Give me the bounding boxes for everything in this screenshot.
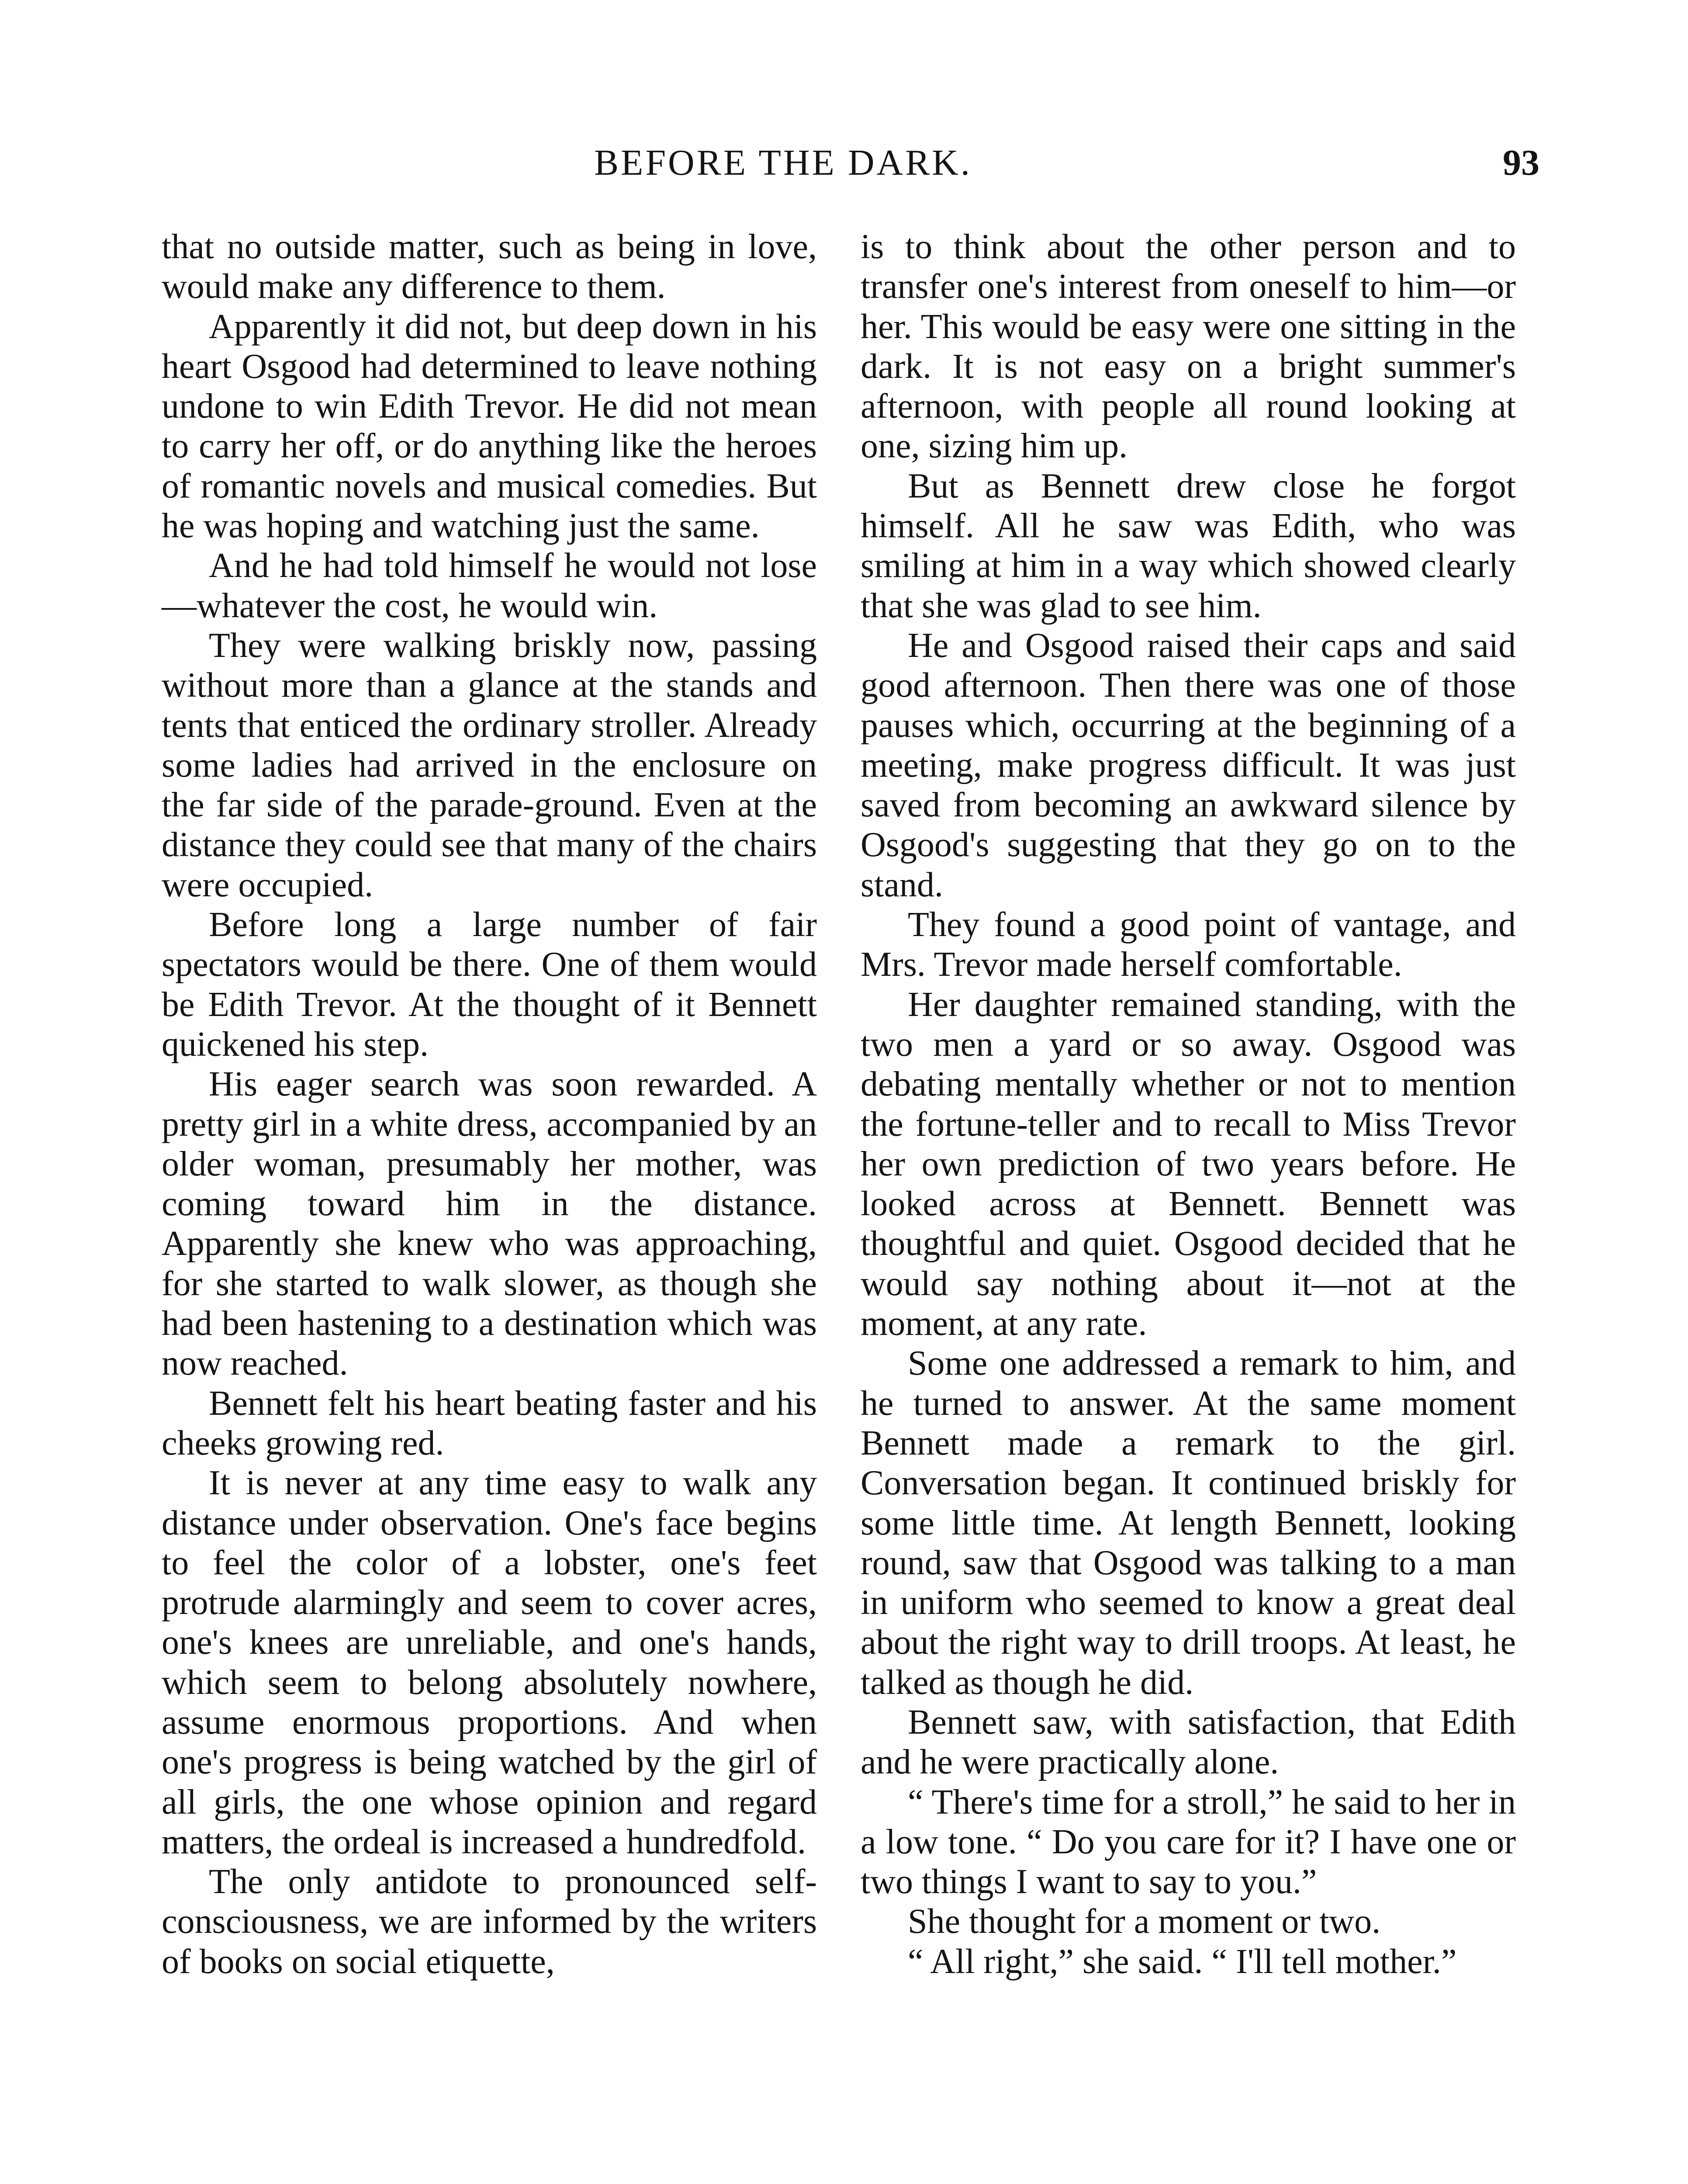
paragraph: Apparently it did not, but deep down in his heart Osgood had determined to leave nothing undone to win Edith Trevor. He did not mean to carry her off, or do anything like the heroes of romantic novels and musical comedies. But he was hoping and watching just the same.: [162, 307, 817, 546]
paragraph: He and Osgood raised their caps and said good afternoon. Then there was one of those pauses which, occurring at the beginning of a meeting, make progress difficult. It was just saved from becoming an awkward silence by Osgood's suggesting that they go on to the stand.: [861, 626, 1516, 904]
paragraph: His eager search was soon rewarded. A pretty girl in a white dress, accompanied by an older woman, presumably her mother, was coming toward him in the distance. Apparently she knew who was approaching, for she started to walk slower, as though she had been hastening to a destination which was now reached.: [162, 1065, 817, 1383]
paragraph: Bennett felt his heart beating faster and his cheeks growing red.: [162, 1384, 817, 1462]
paragraph: “ There's time for a stroll,” he said to her in a low tone. “ Do you care for it? I have one or two things I want to say to you.”: [861, 1783, 1516, 1901]
paragraph: They were walking briskly now, passing without more than a glance at the stands and tents that enticed the ordinary stroller. Already some ladies had arrived in the enclosure on the far side of the parade-ground. Even at the distance they could see that many of the chairs were occupied.: [162, 626, 817, 904]
paragraph: But as Bennett drew close he forgot himself. All he saw was Edith, who was smiling at him in a way which showed clearly that she was glad to see him.: [861, 467, 1516, 625]
paragraph: It is never at any time easy to walk any distance under observation. One's face begins to feel the color of a lobster, one's feet protrude alarmingly and seem to cover acres, one's knees are unreliable, and one's hands, which seem to belong absolutely nowhere, assume enormous proportions. And when one's progress is being watched by the girl of all girls, the one whose opinion and regard matters, the ordeal is increased a hundredfold.: [162, 1464, 817, 1861]
page-number: 93: [1503, 142, 1539, 183]
text-column-left: [162, 227, 817, 1982]
paragraph: is to think about the other person and to transfer one's interest from oneself to him—or her. This would be easy were one sitting in the dark. It is not easy on a bright summer's afternoon, with people all round looking at one, sizing him up.: [861, 228, 1516, 466]
paragraph: Some one addressed a remark to him, and he turned to answer. At the same moment Bennett made a remark to the girl. Conversation began. It continued briskly for some little time. At length Bennett, looking round, saw that Osgood was talking to a man in uniform who seemed to know a great deal about the right way to drill troops. At least, he talked as though he did.: [861, 1344, 1516, 1702]
paragraph: Before long a large number of fair spectators would be there. One of them would be Edith Trevor. At the thought of it Bennett quickened his step.: [162, 905, 817, 1064]
paragraph: The only antidote to pronounced self-consciousness, we are informed by the writers of books on social etiquette,: [162, 1863, 817, 1981]
paragraph: “ All right,” she said. “ I'll tell mother.”: [908, 1942, 1457, 1981]
paragraph: They found a good point of vantage, and Mrs. Trevor made herself comfortable.: [861, 905, 1516, 984]
paragraph: that no outside matter, such as being in love, would make any difference to them.: [162, 228, 817, 306]
running-head: [0, 139, 1688, 191]
text-column-right: [861, 227, 1516, 1982]
paragraph: Bennett saw, with satisfaction, that Edith and he were practically alone.: [861, 1703, 1516, 1782]
paragraph: And he had told himself he would not lose—whatever the cost, he would win.: [162, 546, 817, 625]
paragraph: Her daughter remained standing, with the two men a yard or so away. Osgood was debating mentally whether or not to mention the fortune-teller and to recall to Miss Trevor her own prediction of two years before. He looked across at Bennett. Bennett was thoughtful and quiet. Osgood decided that he would say nothing about it—not at the moment, at any rate.: [861, 985, 1516, 1343]
running-title: BEFORE THE DARK.: [594, 142, 972, 183]
paragraph: She thought for a moment or two.: [908, 1902, 1381, 1941]
